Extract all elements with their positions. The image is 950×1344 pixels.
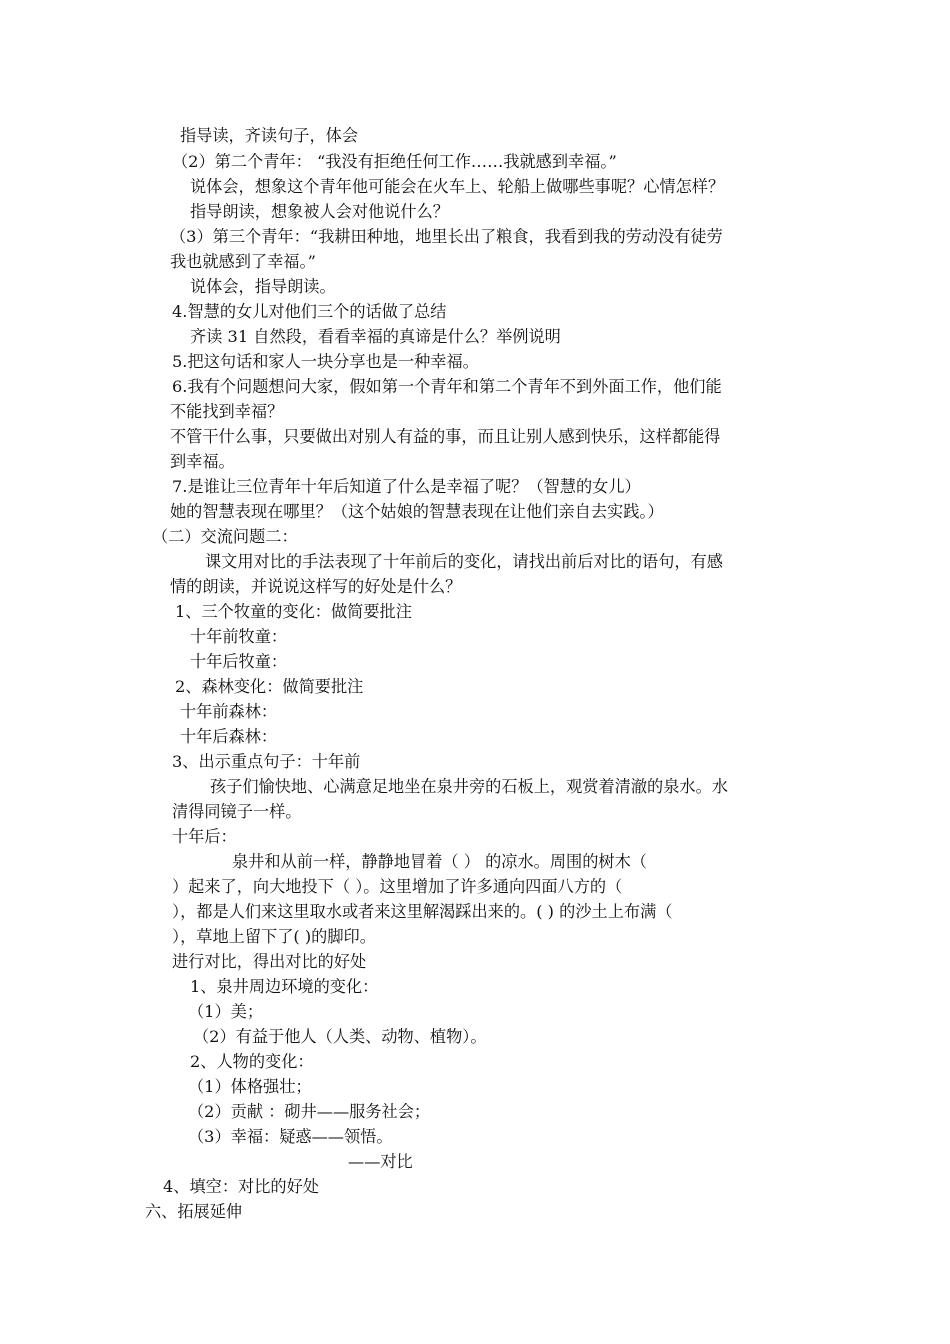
text-line: （3）第三个青年：“我耕田种地，地里长出了粮食，我看到我的劳动没有徒劳 <box>170 227 723 246</box>
text-line: 情的朗读，并说说这样写的好处是什么？ <box>170 577 462 596</box>
text-line: 齐读 31 自然段，看看幸福的真谛是什么？举例说明 <box>190 327 561 346</box>
text-line: 泉井和从前一样，静静地冒着（ ） 的凉水。周围的树木（ <box>232 852 647 871</box>
text-line: （2）贡献 ：砌井——服务社会； <box>188 1102 431 1121</box>
text-line: 7.是谁让三位青年十年后知道了什么是幸福了呢？（智慧的女儿） <box>172 477 641 496</box>
section-heading: 六、拓展延伸 <box>145 1202 243 1221</box>
text-line: 孩子们愉快地、心满意足地坐在泉井旁的石板上，观赏着清澈的泉水。水 <box>210 777 728 796</box>
text-line: 4.智慧的女儿对他们三个的话做了总结 <box>172 302 447 321</box>
text-line: 4、填空：对比的好处 <box>163 1177 319 1196</box>
text-line: 2、人物的变化： <box>190 1052 314 1071</box>
text-line: 6.我有个问题想问大家，假如第一个青年和第二个青年不到外面工作，他们能 <box>172 377 722 396</box>
text-line: 十年前牧童： <box>190 627 288 646</box>
section-heading: （二）交流问题二： <box>152 527 298 546</box>
text-line: 说体会，想象这个青年他可能会在火车上、轮船上做哪些事呢？心情怎样？ <box>190 177 725 196</box>
text-line: 十年后森林： <box>180 727 278 746</box>
text-line: 不管干什么事，只要做出对别人有益的事，而且让别人感到快乐，这样都能得 <box>170 427 721 446</box>
text-line: 说体会，指导朗读。 <box>190 277 336 296</box>
text-line: ），草地上留下了( )的脚印。 <box>172 927 376 946</box>
text-line: 1、泉井周边环境的变化： <box>190 977 379 996</box>
text-line: （2）有益于他人（人类、动物、植物）。 <box>193 1027 487 1046</box>
text-line: 5.把这句话和家人一块分享也是一种幸福。 <box>172 352 479 371</box>
text-line: 2、森林变化：做简要批注 <box>175 677 364 696</box>
text-line: 课文用对比的手法表现了十年前后的变化，请找出前后对比的语句，有感 <box>205 552 723 571</box>
text-line: （1）美； <box>188 1002 264 1021</box>
text-line: （1）体格强壮； <box>188 1077 312 1096</box>
text-line: 3、出示重点句子：十年前 <box>172 752 361 771</box>
text-line: （3）幸福：疑惑——领悟。 <box>188 1127 393 1146</box>
text-line: 指导朗读，想象被人会对他说什么？ <box>190 202 449 221</box>
text-line: ——对比 <box>348 1152 413 1171</box>
text-line: 十年前森林： <box>180 702 278 721</box>
text-line: 1、三个牧童的变化：做简要批注 <box>175 602 412 621</box>
text-line: （2）第二个青年： “我没有拒绝任何工作……我就感到幸福。” <box>172 152 617 171</box>
text-line: 指导读，齐读句子，体会 <box>180 126 359 145</box>
text-line: 我也就感到了幸福。” <box>170 252 316 271</box>
text-line: ）起来了，向大地投下（ ）。这里增加了许多通向四面八方的（ <box>172 877 623 896</box>
text-line: 清得同镜子一样。 <box>172 802 302 821</box>
text-line: ），都是人们来这里取水或者来这里解渴踩出来的。( ) 的沙土上布满（ <box>172 902 673 921</box>
text-line: 她的智慧表现在哪里？（这个姑娘的智慧表现在让他们亲自去实践。） <box>170 502 664 521</box>
text-line: 十年后： <box>172 827 237 846</box>
text-line: 十年后牧童： <box>190 652 288 671</box>
text-line: 不能找到幸福？ <box>170 402 284 421</box>
text-line: 到幸福。 <box>170 452 235 471</box>
text-line: 进行对比，得出对比的好处 <box>172 952 367 971</box>
